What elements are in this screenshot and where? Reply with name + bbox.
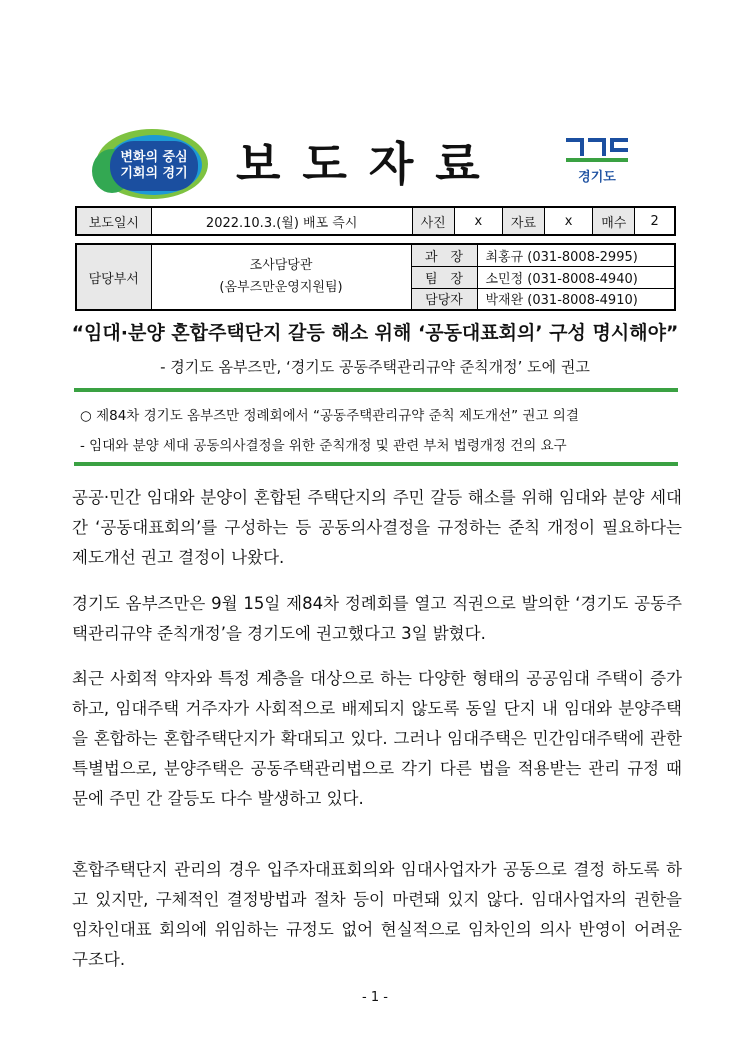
contact-value: 최홍규 (031-8008-2995) bbox=[477, 244, 675, 266]
role-label: 과 장 bbox=[411, 244, 477, 266]
page-number: - 1 - bbox=[362, 990, 388, 1005]
gyeonggi-logo bbox=[560, 134, 634, 186]
department-name-line1: 조사담당관 bbox=[249, 258, 313, 273]
photo-label: 사진 bbox=[412, 207, 454, 235]
release-date-label: 보도일시 bbox=[76, 207, 151, 235]
subheadline: - 경기도 옴부즈만, ‘경기도 공동주택관리규약 준칙개정’ 도에 권고 bbox=[160, 358, 590, 376]
body-paragraph-4: 혼합주택단지 관리의 경우 입주자대표회의와 임대사업자가 공동으로 결정 하도록 하고 있지만, 구체적인 결정방법과 절차 등이 마련돼 있지 않다. 임대사업자의 권한을 임차인대표 회의에 위임하는 규정도 없어 현실적으로 임차인의 의사 반영이 어려운 구조다. bbox=[72, 860, 682, 969]
summary-bullet-1: ○ 제84차 경기도 옴부즈만 정례회에서 “공동주택관리규약 준칙 제도개선” 권고 의결 bbox=[80, 408, 579, 424]
photo-value: x bbox=[454, 207, 502, 235]
release-info-table bbox=[75, 206, 676, 236]
contact-value: 박재완 (031-8008-4910) bbox=[477, 288, 675, 310]
body-paragraph-3: 최근 사회적 약자와 특정 계층을 대상으로 하는 다양한 형태의 공공임대 주택이 증가하고, 임대주택 거주자가 사회적으로 배제되지 않도록 동일 단지 내 임대와 분양주택을 혼합하는 혼합주택단지가 확대되고 있다. 그러나 임대주택은 민간임대주택에 관한 특별법으로, 분양주택은 공동주택관리법으로 각기 다른 법을 적용받는 관리 규정 때문에 주민 간 갈등도 다수 발생하고 있다. bbox=[72, 669, 682, 808]
body-paragraph-2: 경기도 옴부즈만은 9월 15일 제84차 정례회를 열고 직권으로 발의한 ‘경기도 공동주택관리규약 준칙개정’을 경기도에 권고했다고 3일 밝혔다. bbox=[72, 594, 682, 643]
divider-bottom bbox=[74, 462, 678, 466]
gyeonggi-label: 경기도 bbox=[578, 170, 616, 185]
material-value: x bbox=[545, 207, 593, 235]
role-label: 담당자 bbox=[411, 288, 477, 310]
press-release-title: 보도자료 bbox=[236, 137, 502, 191]
material-label: 자료 bbox=[502, 207, 544, 235]
role-label: 팀 장 bbox=[411, 266, 477, 288]
contact-value: 소민정 (031-8008-4940) bbox=[477, 266, 675, 288]
department-name bbox=[151, 244, 411, 310]
department-table bbox=[75, 243, 676, 311]
divider-top bbox=[74, 388, 678, 392]
gyeonggi-slogan-badge bbox=[92, 127, 216, 201]
release-date-value: 2022.10.3.(월) 배포 즉시 bbox=[151, 207, 412, 235]
headline: “임대·분양 혼합주택단지 갈등 해소 위해 ‘공동대표회의’ 구성 명시해야” bbox=[71, 322, 679, 344]
summary-bullet-2: - 임대와 분양 세대 공동의사결정을 위한 준칙개정 및 관련 부처 법령개정 건의 요구 bbox=[80, 438, 567, 454]
body-paragraph-1: 공공·민간 임대와 분양이 혼합된 주택단지의 주민 갈등 해소를 위해 임대와 분양 세대 간 ‘공동대표회의’를 구성하는 등 공동의사결정을 규정하는 준칙 개정이 필요하다는 제도개선 권고 결정이 나왔다. bbox=[72, 488, 682, 567]
badge-line-2: 기회의 경기 bbox=[120, 166, 188, 181]
department-name-line2: (옴부즈만운영지원팀) bbox=[219, 280, 343, 295]
pages-value: 2 bbox=[635, 207, 675, 235]
badge-line-1: 변화의 중심 bbox=[120, 150, 188, 165]
department-label: 담당부서 bbox=[76, 244, 151, 310]
pages-label: 매수 bbox=[593, 207, 635, 235]
